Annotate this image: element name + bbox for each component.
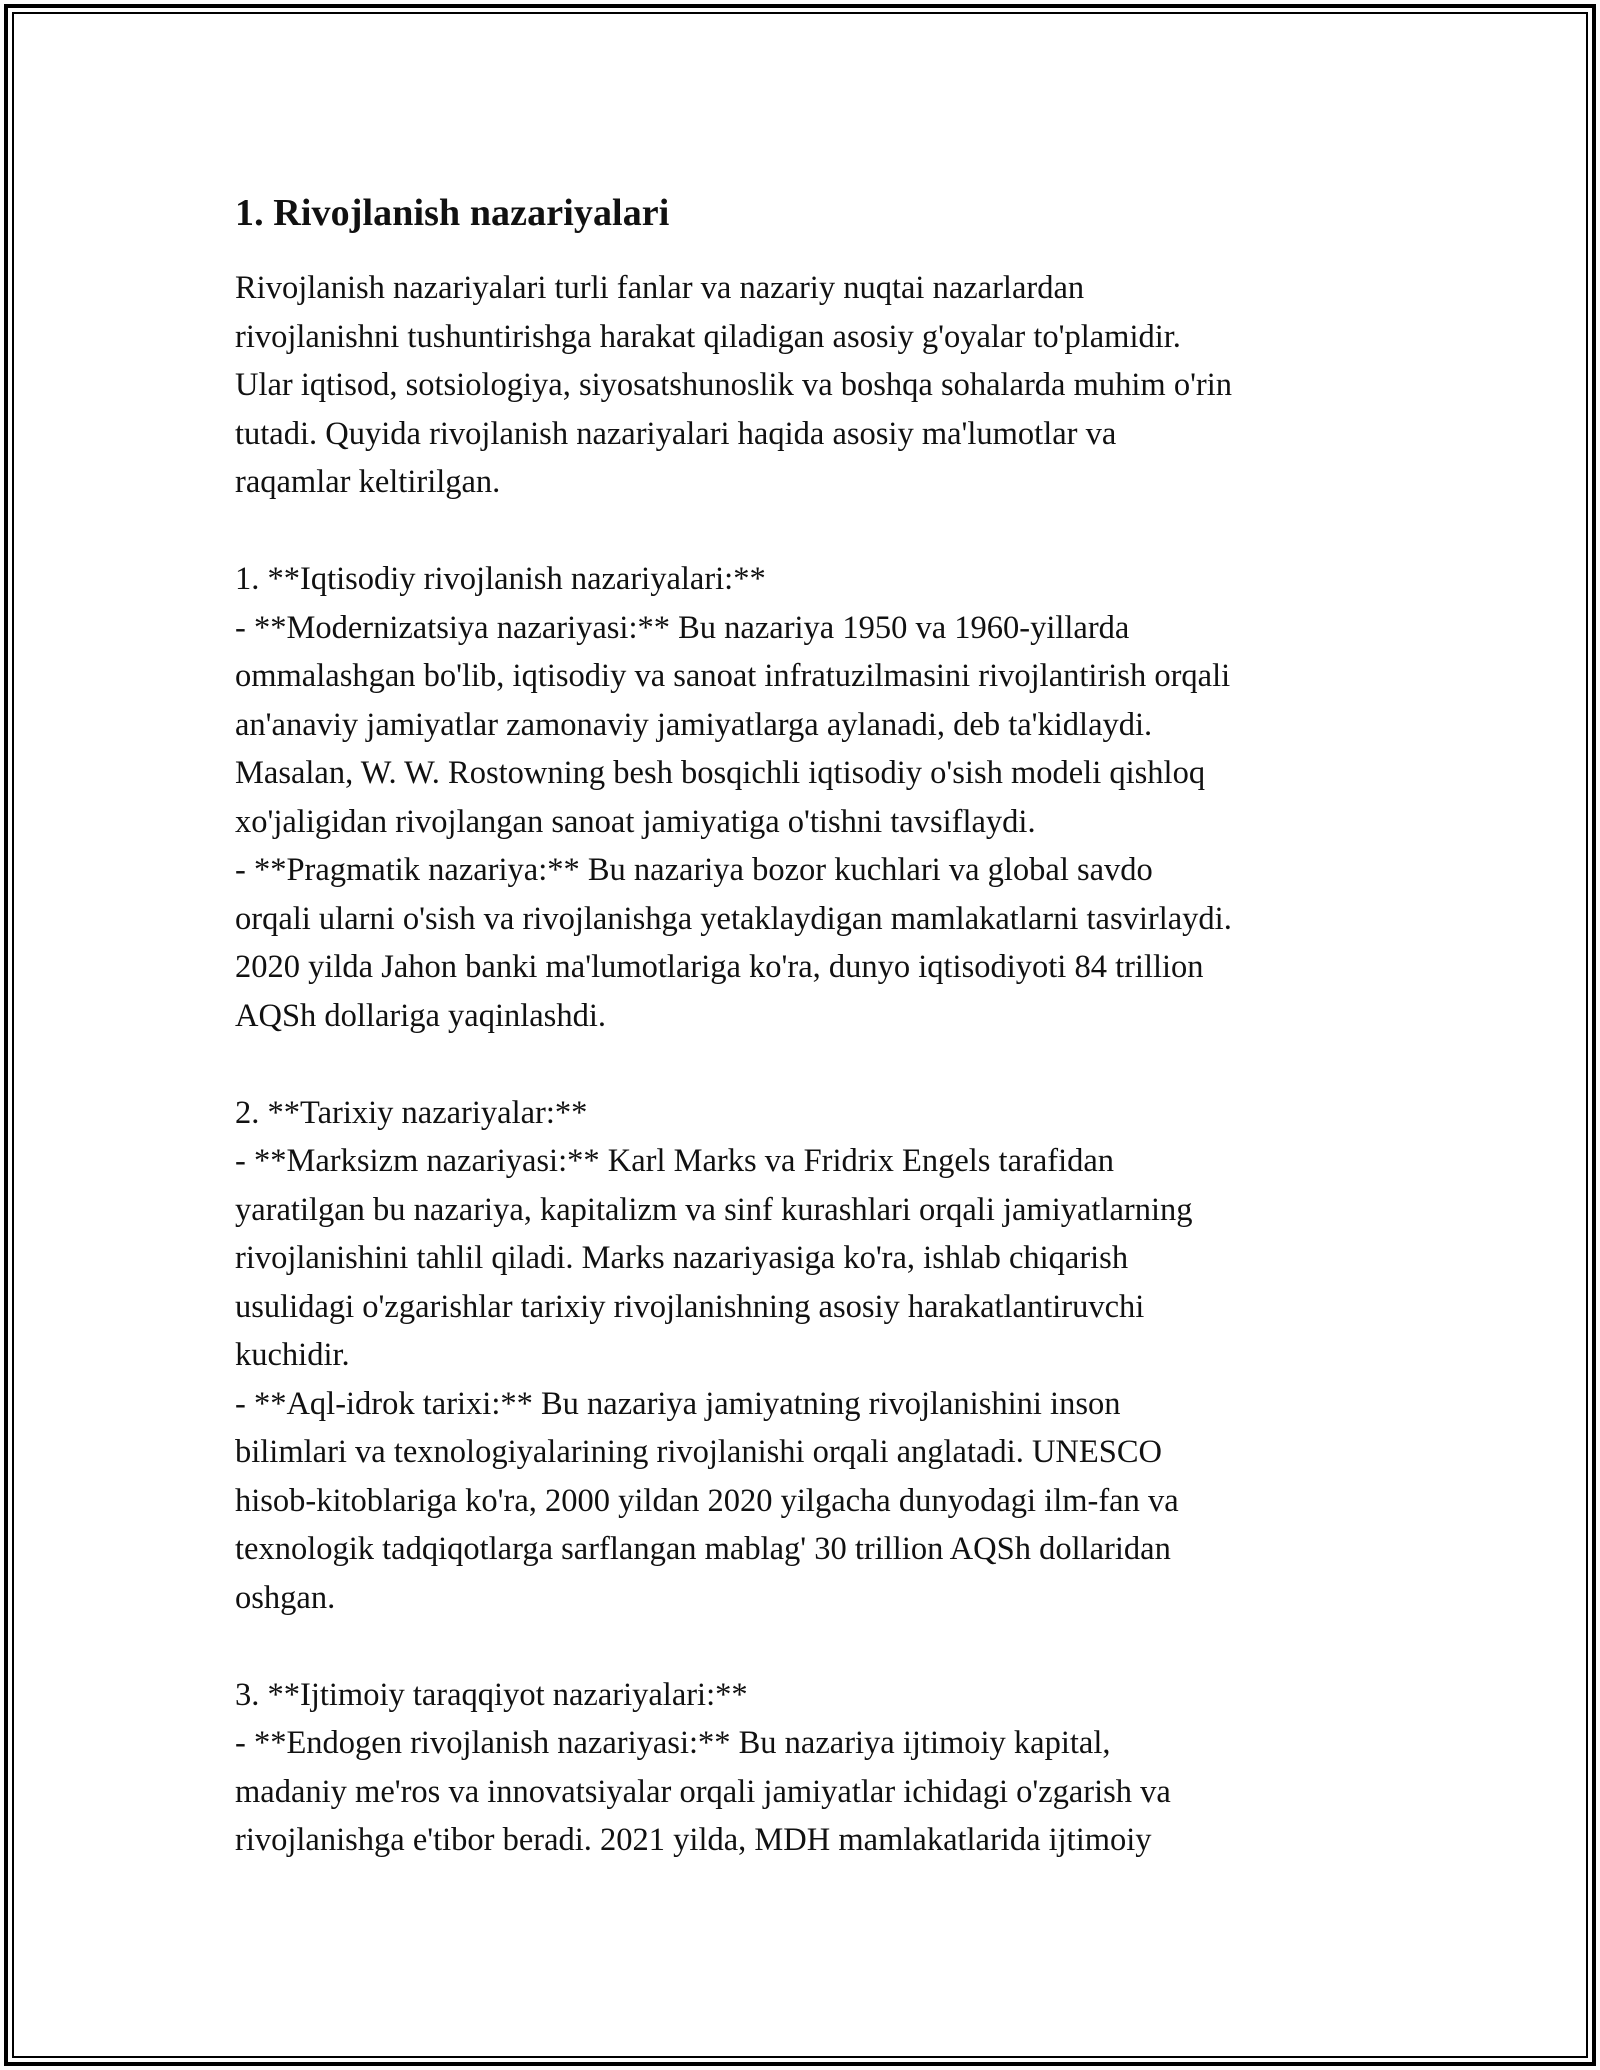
paragraph-spacer — [235, 1622, 1385, 1671]
document-body — [235, 188, 1385, 1865]
intro-paragraph: Rivojlanish nazariyalari turli fanlar va nazariy nuqtai nazarlardan rivojlanishni tushuntirishga harakat qiladigan asosiy g'oyalar to'plamidir. Ular iqtisod, sotsiologiya, siyosatshunoslik va boshqa sohalarda muhim o'rin tutadi. Quyida rivojlanish nazariyalari haqida asosiy ma'lumotlar va raqamlar keltirilgan. — [235, 270, 1233, 500]
paragraph-spacer — [235, 507, 1385, 556]
paragraph-spacer — [235, 1040, 1385, 1089]
page-title: 1. Rivojlanish nazariyalari — [235, 192, 670, 234]
section-historical-theories: 2. **Tarixiy nazariyalar:** - **Marksizm nazariyasi:** Karl Marks va Fridrix Engels tarafidan yaratilgan bu nazariya, kapitalizm va sinf kurashlari orqali jamiyatlarning rivojlanishini tahlil qiladi. Marks nazariyasiga ko'ra, ishlab chiqarish usulidagi o'zgarishlar tarixiy rivojlanishning asosiy harakatlantiruvchi kuchidir. - **Aql-idrok tarixi:** Bu nazariya jamiyatning rivojlanishini inson bilimlari va texnologiyalarining rivojlanishi orqali anglatadi. UNESCO hisob-kitoblariga ko'ra, 2000 yildan 2020 yilgacha dunyodagi ilm-fan va texnologik tadqiqotlarga sarflangan mablag' 30 trillion AQSh dollaridan oshgan. — [235, 1094, 1193, 1616]
section-economic-theories: 1. **Iqtisodiy rivojlanish nazariyalari:** - **Modernizatsiya nazariyasi:** Bu nazariya 1950 va 1960-yillarda ommalashgan bo'lib, iqtisodiy va sanoat infratuzilmasini rivojlantirish orqali an'anaviy jamiyatlar zamonaviy jamiyatlarga aylanadi, deb ta'kidlaydi. Masalan, W. W. Rostowning besh bosqichli iqtisodiy o'sish modeli qishloq xo'jaligidan rivojlangan sanoat jamiyatiga o'tishni tavsiflaydi. - **Pragmatik nazariya:** Bu nazariya bozor kuchlari va global savdo orqali ularni o'sish va rivojlanishga yetaklaydigan mamlakatlarni tasvirlaydi. 2020 yilda Jahon banki ma'lumotlariga ko'ra, dunyo iqtisodiyoti 84 trillion AQSh dollariga yaqinlashdi. — [235, 561, 1232, 1034]
section-social-progress-theories: 3. **Ijtimoiy taraqqiyot nazariyalari:** - **Endogen rivojlanish nazariyasi:** Bu nazariya ijtimoiy kapital, madaniy me'ros va innovatsiyalar orqali jamiyatlar ichidagi o'zgarish va rivojlanishga e'tibor beradi. 2021 yilda, MDH mamlakatlarida ijtimoiy — [235, 1676, 1171, 1858]
